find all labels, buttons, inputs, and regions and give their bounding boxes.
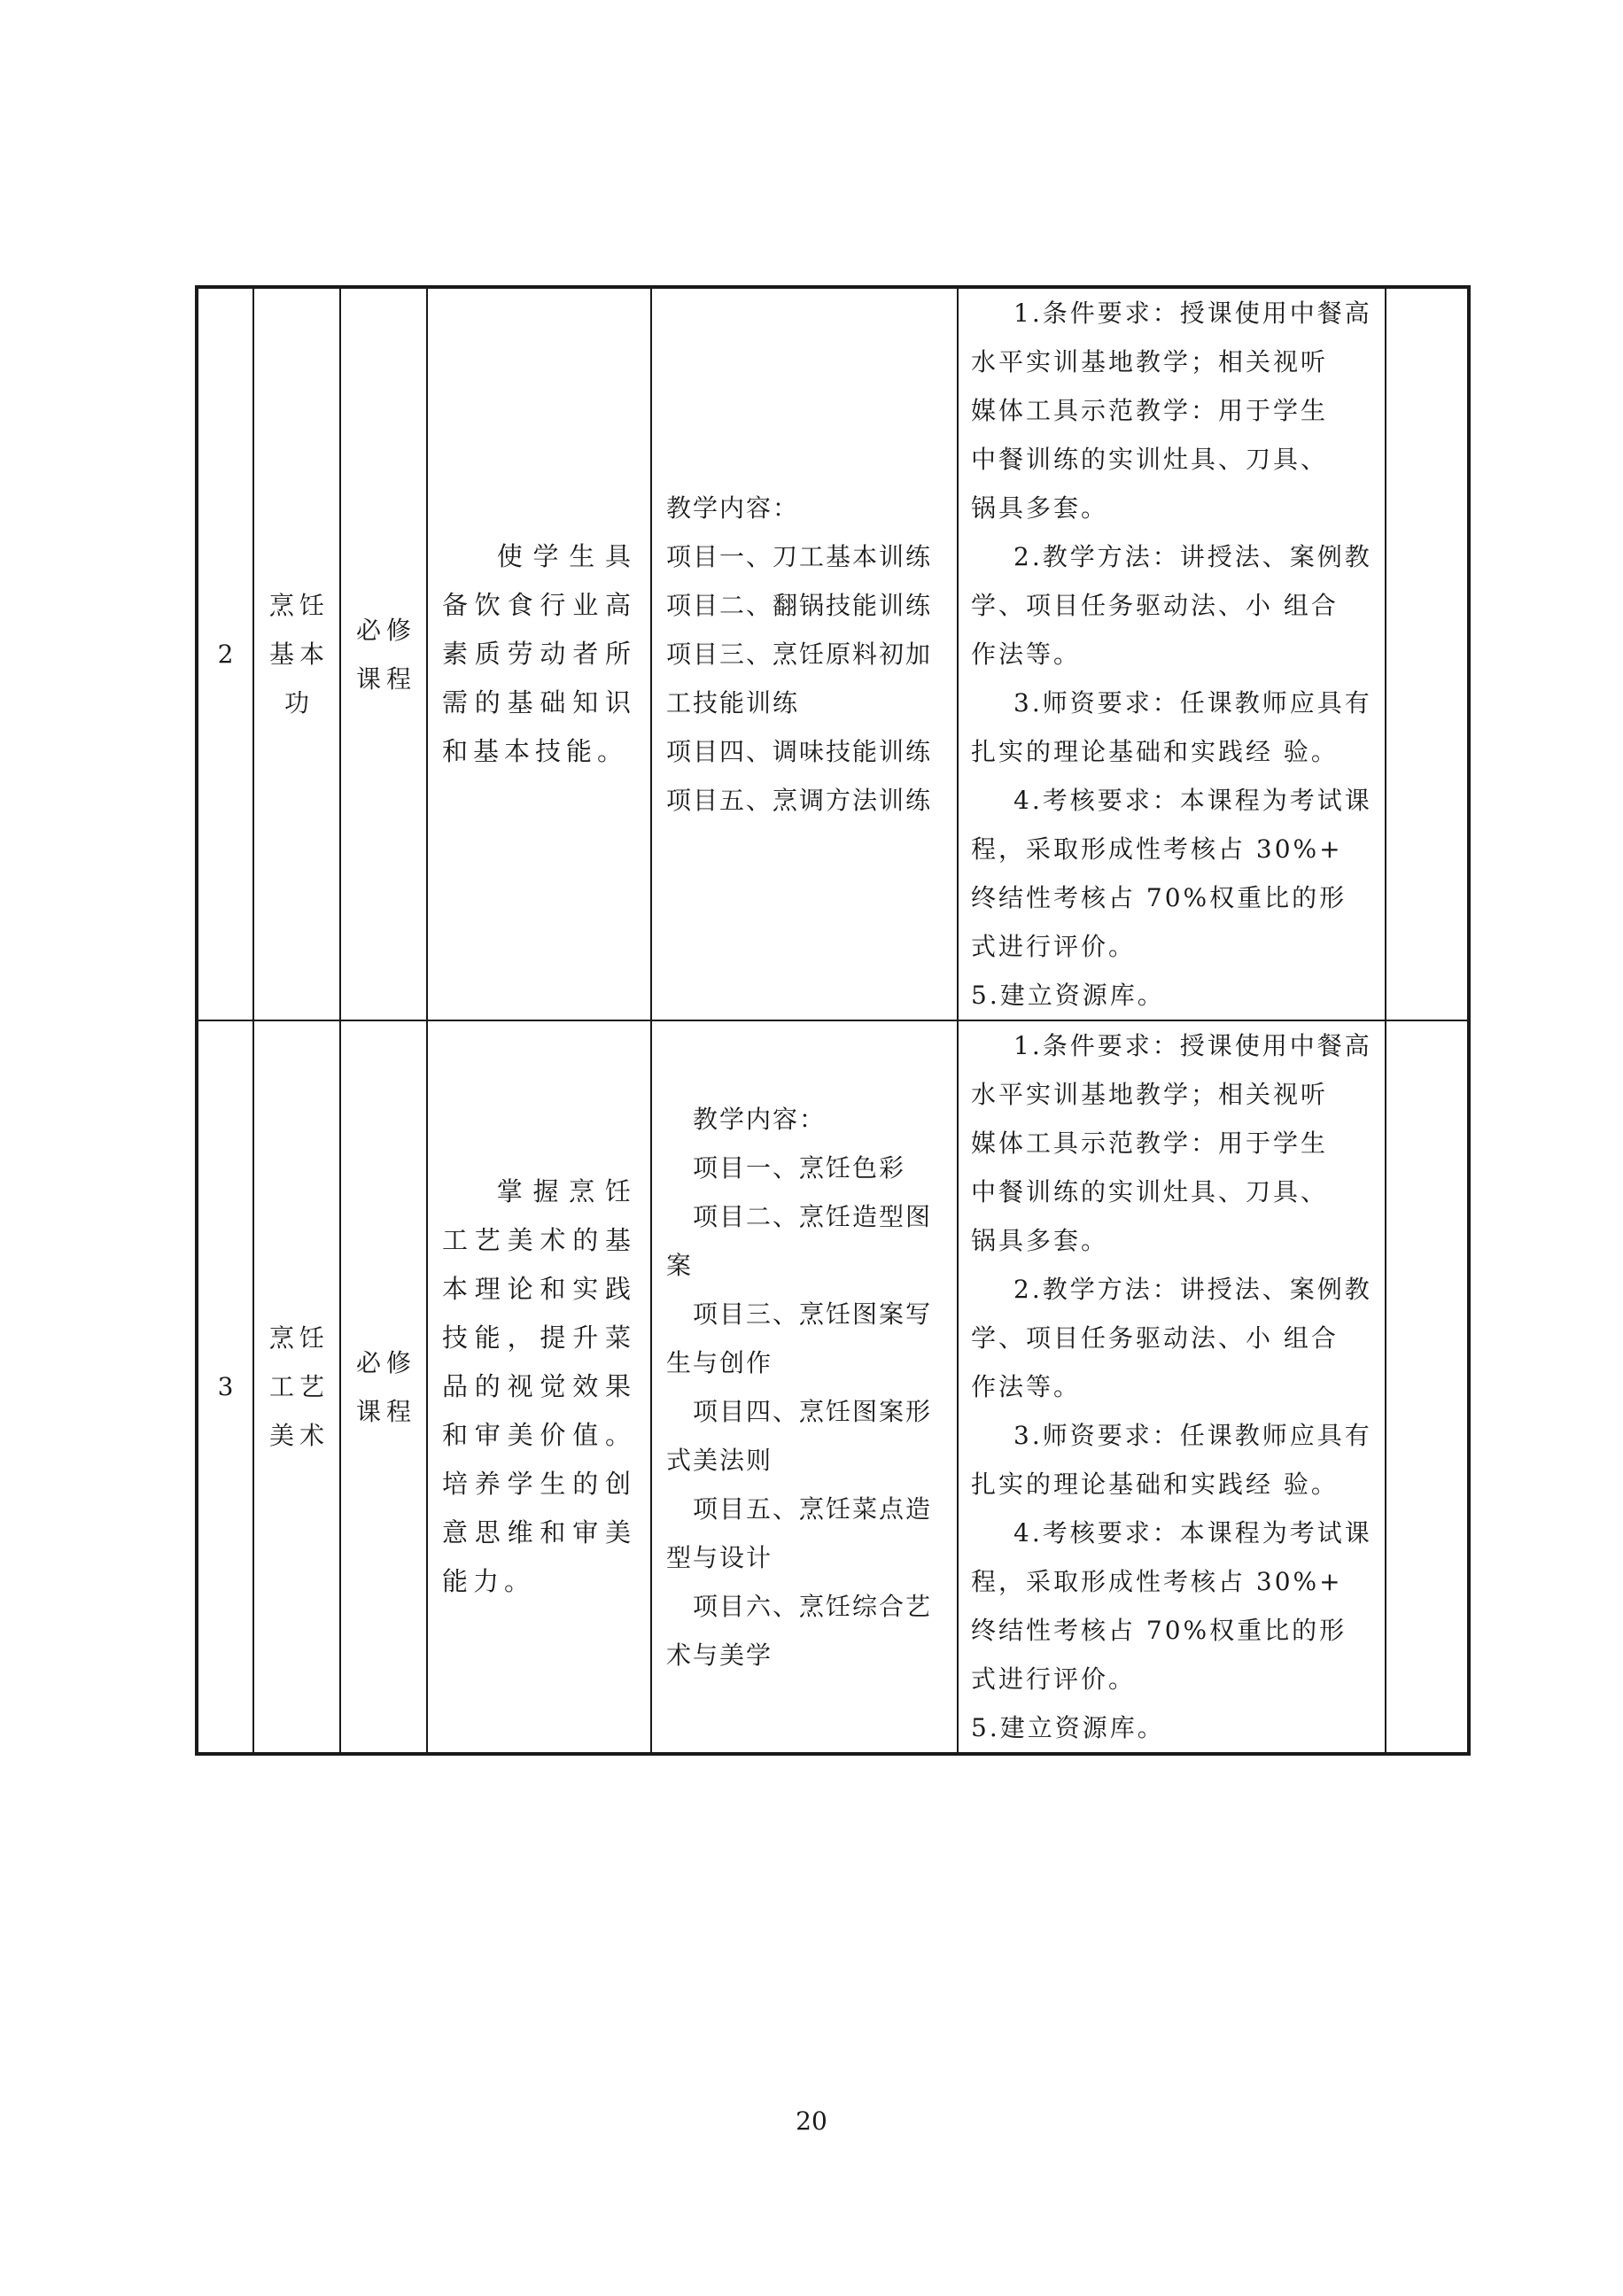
content-line: 项目五、烹调方法训练 xyxy=(666,786,933,815)
course-number: 2 xyxy=(197,287,253,1020)
table-row xyxy=(197,287,1469,1020)
requirement-line: 学、项目任务驱动法、小 组合 xyxy=(971,591,1339,620)
requirement-line: 4.考核要求：本课程为考试课 xyxy=(1013,1518,1372,1547)
requirement-line: 锅具多套。 xyxy=(971,1226,1109,1255)
course-name-line: 烹饪 xyxy=(268,591,330,620)
table-row xyxy=(197,1020,1469,1754)
requirement-line: 程，采取形成性考核占 30%+ xyxy=(971,834,1343,864)
course-table xyxy=(195,285,1471,1756)
requirement-line: 终结性考核占 70%权重比的形 xyxy=(971,1616,1347,1645)
requirement-line: 水平实训基地教学；相关视听 xyxy=(971,1080,1329,1109)
requirement-line: 2.教学方法：讲授法、案例教 xyxy=(1013,1275,1372,1304)
course-content xyxy=(651,1020,958,1754)
course-type-line: 课程 xyxy=(355,1396,416,1426)
content-line: 式美法则 xyxy=(666,1445,773,1475)
content-line: 型与设计 xyxy=(666,1542,773,1572)
course-type-line: 课程 xyxy=(355,663,416,694)
content-line: 生与创作 xyxy=(666,1347,773,1377)
course-notes xyxy=(1386,287,1469,1020)
requirement-line: 媒体工具示范教学：用于学生 xyxy=(971,396,1329,425)
content-line: 项目五、烹饪菜点造 xyxy=(693,1493,933,1524)
requirement-line: 1.条件要求：授课使用中餐高 xyxy=(1013,299,1372,328)
content-line: 教学内容： xyxy=(666,493,800,523)
course-number: 3 xyxy=(197,1020,253,1754)
course-notes xyxy=(1386,1020,1469,1754)
course-name-line: 烹饪 xyxy=(268,1323,330,1353)
course-name-line: 功 xyxy=(283,688,315,718)
course-goal xyxy=(427,287,651,1020)
requirement-line: 终结性考核占 70%权重比的形 xyxy=(971,883,1347,912)
requirement-line: 3.师资要求：任课教师应具有 xyxy=(1013,688,1372,718)
course-name xyxy=(253,287,340,1020)
page-number: 20 xyxy=(796,2106,827,2136)
course-requirements xyxy=(958,1020,1386,1754)
requirement-line: 3.师资要求：任课教师应具有 xyxy=(1013,1421,1372,1450)
requirement-line: 2.教学方法：讲授法、案例教 xyxy=(1013,542,1372,571)
course-type-line: 必修 xyxy=(355,1347,416,1377)
requirement-line: 中餐训练的实训灶具、刀具、 xyxy=(971,445,1329,474)
requirement-line: 作法等。 xyxy=(971,1372,1082,1401)
course-goal-text: 掌握烹饪工艺美术的基本理论和实践技能，提升菜品的视觉效果和审美价值。培养学生的创意思维和审美能力。 xyxy=(442,1176,636,1596)
content-line: 教学内容： xyxy=(693,1104,827,1134)
requirement-line: 5.建立资源库。 xyxy=(971,981,1165,1010)
content-line: 工技能训练 xyxy=(666,688,800,718)
requirement-line: 作法等。 xyxy=(971,640,1082,669)
course-type xyxy=(340,1020,427,1754)
requirement-line: 式进行评价。 xyxy=(971,932,1137,961)
course-name-line: 美术 xyxy=(268,1421,330,1450)
content-line: 项目四、调味技能训练 xyxy=(666,737,933,766)
requirement-line: 锅具多套。 xyxy=(971,493,1109,523)
requirement-line: 学、项目任务驱动法、小 组合 xyxy=(971,1323,1339,1353)
course-name-line: 工艺 xyxy=(268,1372,330,1401)
course-requirements xyxy=(958,287,1386,1020)
course-name-line: 基本 xyxy=(268,640,330,669)
course-content xyxy=(651,287,958,1020)
course-type xyxy=(340,287,427,1020)
content-line: 项目三、烹饪图案写 xyxy=(693,1299,933,1329)
requirement-line: 扎实的理论基础和实践经 验。 xyxy=(971,737,1339,766)
content-line: 项目一、烹饪色彩 xyxy=(693,1152,906,1183)
content-line: 项目四、烹饪图案形 xyxy=(693,1396,933,1426)
content-line: 术与美学 xyxy=(666,1640,773,1670)
content-line: 项目一、刀工基本训练 xyxy=(666,542,933,571)
content-line: 项目六、烹饪综合艺 xyxy=(693,1591,933,1621)
requirement-line: 媒体工具示范教学：用于学生 xyxy=(971,1129,1329,1158)
course-goal-text: 使学生具备饮食行业高素质劳动者所需的基础知识和基本技能。 xyxy=(442,541,636,766)
requirement-line: 扎实的理论基础和实践经 验。 xyxy=(971,1470,1339,1499)
requirement-line: 1.条件要求：授课使用中餐高 xyxy=(1013,1031,1372,1060)
course-name xyxy=(253,1020,340,1754)
requirement-line: 4.考核要求：本课程为考试课 xyxy=(1013,786,1372,815)
requirement-line: 水平实训基地教学；相关视听 xyxy=(971,347,1329,376)
requirement-line: 式进行评价。 xyxy=(971,1664,1137,1694)
requirement-line: 中餐训练的实训灶具、刀具、 xyxy=(971,1177,1329,1206)
content-line: 案 xyxy=(666,1250,694,1280)
course-type-line: 必修 xyxy=(355,615,416,645)
requirement-line: 程，采取形成性考核占 30%+ xyxy=(971,1567,1343,1596)
content-line: 项目二、翻锅技能训练 xyxy=(666,591,933,620)
content-line: 项目三、烹饪原料初加 xyxy=(666,640,933,669)
course-goal xyxy=(427,1020,651,1754)
content-line: 项目二、烹饪造型图 xyxy=(693,1201,933,1231)
requirement-line: 5.建立资源库。 xyxy=(971,1713,1165,1742)
